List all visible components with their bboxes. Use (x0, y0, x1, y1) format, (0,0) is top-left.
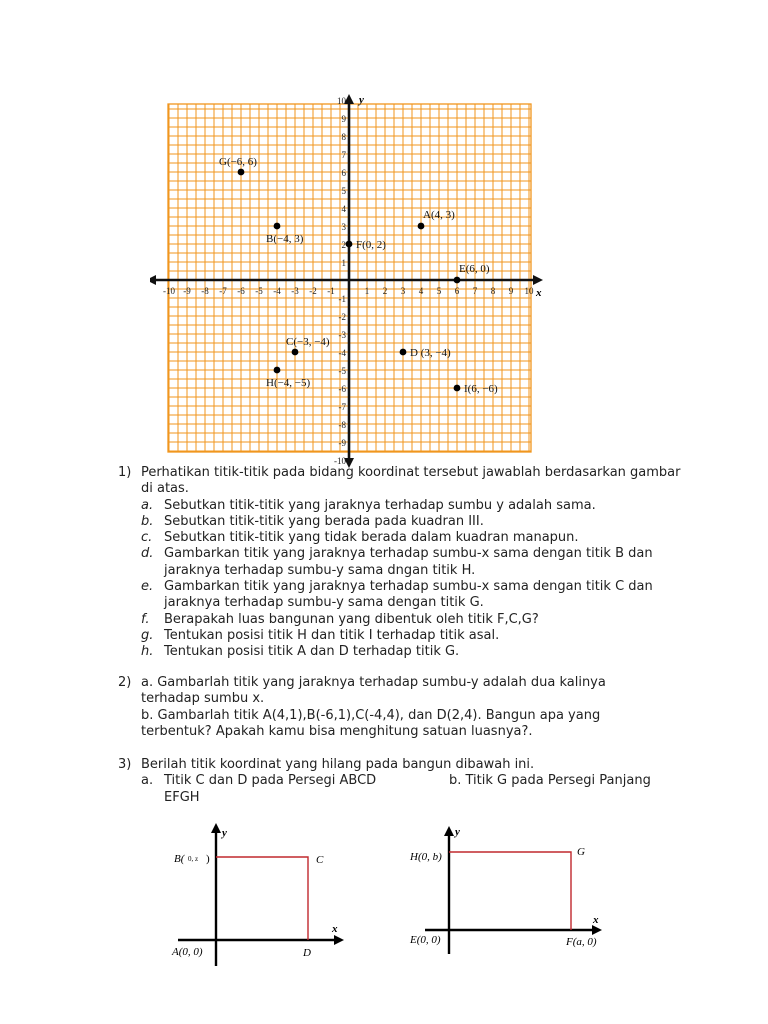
q3-item-a: a. Titik C dan D pada Persegi ABCD b. Titik G pada Persegi Panjang (141, 773, 651, 789)
rectangle-edges (449, 852, 571, 930)
x-tick-label: 7 (472, 286, 478, 296)
y-arrow (444, 826, 454, 836)
y-tick-label: 6 (341, 168, 346, 178)
point-label-c: C(−3, −4) (286, 336, 330, 348)
label-f: F(a, 0) (566, 936, 597, 948)
question-number: 2) (118, 675, 132, 690)
y-tick-label: -4 (338, 348, 346, 358)
x-arrow-right (533, 275, 543, 285)
x-tick-label: 5 (436, 286, 442, 296)
y-tick-label: -10 (334, 456, 346, 466)
question-intro: Perhatikan titik-titik pada bidang koordinat tersebut jawablah berdasarkan gambar di atas. (141, 465, 681, 497)
y-tick-label: -6 (338, 384, 346, 394)
label-c: C (316, 854, 324, 866)
y-tick-label: -2 (338, 312, 346, 322)
q1-item-d: d. Gambarkan titik yang jaraknya terhadap sumbu-x sama dengan titik B dan jaraknya terhadap sumbu-y sama dngan titik H. (141, 546, 653, 578)
label-g: G (577, 846, 585, 858)
y-tick-label: 4 (341, 204, 346, 214)
y-tick-label: -9 (338, 438, 346, 448)
point-c (292, 349, 299, 356)
q2-part-b: b. Gambarlah titik A(4,1),B(-6,1),C(-4,4), dan D(2,4). Bangun apa yang terbentuk? Apakah kamu bisa menghitung satuan luasnya?. (141, 707, 601, 739)
figure-square-abcd (165, 818, 355, 968)
x-tick-label: 4 (418, 286, 424, 296)
y-axis-label: y (359, 94, 364, 106)
coordinate-plane (150, 92, 550, 472)
x-tick-label: 8 (490, 286, 496, 296)
y-tick-label: 9 (341, 114, 346, 124)
q3-item-b: b. Titik G pada Persegi Panjang (449, 773, 651, 789)
point-g (238, 169, 245, 176)
x-tick-label: -10 (163, 286, 175, 296)
y-tick-label: -5 (338, 366, 346, 376)
x-tick-label: -6 (237, 286, 245, 296)
q1-item-e: e. Gambarkan titik yang jaraknya terhadap sumbu-x sama dengan titik C dan jaraknya terhadap sumbu-y sama dengan titik G. (141, 579, 653, 611)
x-arrow (334, 935, 344, 945)
x-label: x (332, 923, 338, 935)
y-tick-label: 1 (341, 258, 346, 268)
x-tick-label: 6 (454, 286, 460, 296)
y-label: y (455, 826, 460, 838)
question-number: 3) (118, 757, 132, 772)
x-label: x (593, 914, 599, 926)
x-tick-label: -5 (255, 286, 263, 296)
y-tick-label: 8 (341, 132, 346, 142)
point-label-g: G(−6, 6) (219, 156, 257, 168)
point-label-h: H(−4, −5) (266, 377, 311, 389)
x-tick-label: 10 (524, 286, 534, 296)
q1-item-f: f. Berapakah luas bangunan yang dibentuk oleh titik F,C,G? (141, 611, 539, 627)
q1-item-b: b. Sebutkan titik-titik yang berada pada kuadran III. (141, 513, 484, 529)
y-tick-label: 7 (341, 150, 346, 160)
y-tick-label: -3 (338, 330, 346, 340)
x-tick-label: -3 (291, 286, 299, 296)
label-h: H(0, b) (410, 851, 442, 863)
square-edges (216, 857, 308, 940)
x-axis-label: x (536, 287, 542, 299)
q1-item-h: h. Tentukan posisi titik A dan D terhadap titik G. (141, 644, 460, 660)
q3-item-b-cont: EFGH (164, 789, 200, 805)
figure-rectangle-efgh (400, 818, 620, 958)
y-tick-label: -8 (338, 420, 346, 430)
x-tick-label: 1 (364, 286, 370, 296)
y-label: y (222, 827, 227, 839)
point-e (454, 277, 461, 284)
x-arrow (592, 925, 602, 935)
point-h (274, 367, 281, 374)
x-tick-label: 2 (382, 286, 388, 296)
q2-part-a: a. Gambarlah titik yang jaraknya terhadap sumbu-y adalah dua kalinya terhadap sumbu x. (141, 675, 606, 707)
point-label-e: E(6, 0) (459, 263, 490, 275)
point-label-b: B(−4, 3) (266, 233, 304, 245)
point-label-d: D (3, −4) (410, 347, 451, 359)
point-d (400, 349, 407, 356)
q3-intro: Berilah titik koordinat yang hilang pada bangun dibawah ini. (141, 757, 535, 772)
q1-item-g: g. Tentukan posisi titik H dan titik I terhadap titik asal. (141, 627, 500, 643)
point-label-a: A(4, 3) (423, 209, 455, 221)
x-tick-label: -8 (201, 286, 209, 296)
q1-item-a: a. Sebutkan titik-titik yang jaraknya terhadap sumbu y adalah sama. (141, 497, 596, 513)
x-tick-label: 3 (400, 286, 406, 296)
x-tick-label: 9 (508, 286, 514, 296)
point-f (346, 241, 353, 248)
label-a: A(0, 0) (172, 946, 203, 958)
y-tick-label: 10 (337, 96, 346, 106)
question-body (141, 757, 681, 806)
question-number: 1) (118, 465, 132, 480)
y-tick-label: 2 (341, 240, 346, 250)
y-tick-label: 5 (341, 186, 346, 196)
x-tick-label: -4 (273, 286, 281, 296)
q1-item-c: c. Sebutkan titik-titik yang tidak berada dalam kuadran manapun. (141, 530, 579, 546)
point-a (418, 223, 425, 230)
points (219, 156, 498, 395)
point-i (454, 385, 461, 392)
point-label-i: I(6, −6) (464, 383, 498, 395)
label-d: D (303, 947, 311, 959)
x-tick-label: -7 (219, 286, 227, 296)
point-label-f: F(0, 2) (356, 239, 386, 251)
x-tick-label: -9 (183, 286, 191, 296)
y-tick-label: 3 (341, 222, 346, 232)
x-arrow-left (150, 275, 156, 285)
y-tick-label: -1 (338, 294, 346, 304)
y-tick-label: -7 (338, 402, 346, 412)
label-e: E(0, 0) (410, 934, 441, 946)
x-tick-label: -1 (327, 286, 335, 296)
y-arrow (211, 823, 221, 833)
label-b-close: ) (206, 853, 210, 865)
label-b: B( (174, 853, 185, 865)
question-body (141, 465, 681, 661)
x-tick-label: -2 (309, 286, 317, 296)
question-body (141, 675, 661, 740)
label-b-value: 0, z (188, 855, 199, 863)
point-b (274, 223, 281, 230)
